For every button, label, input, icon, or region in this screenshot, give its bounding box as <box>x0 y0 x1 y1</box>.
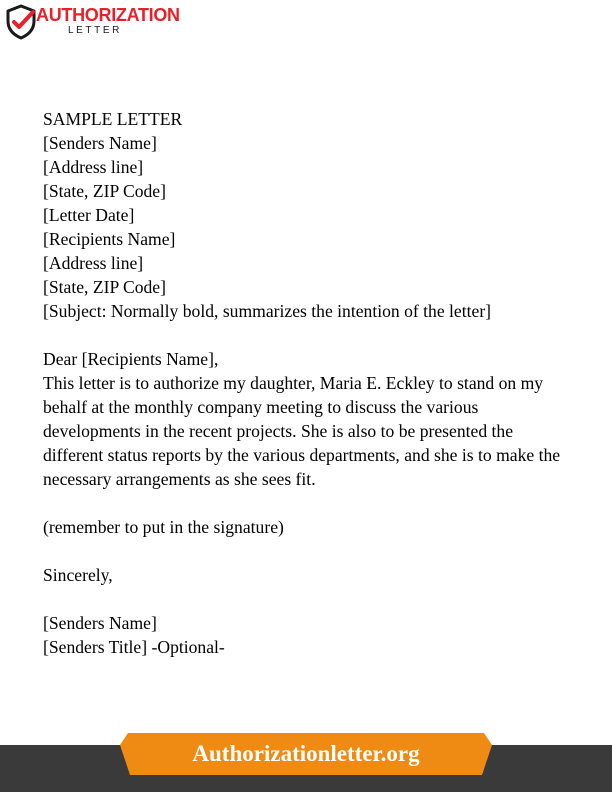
signature-reminder: (remember to put in the signature) <box>43 517 284 537</box>
recipient-name: [Recipients Name] <box>43 229 176 249</box>
closing: Sincerely, <box>43 565 113 585</box>
body-paragraph: This letter is to authorize my daughter, Maria E. Eckley to stand on my behalf at the monthly company meeting to discuss the various developments in the recent projects. She is also to be presented the different status reports by the various departments, and she is to make the necessary arrangements as she sees fit. <box>43 373 561 489</box>
logo-wordmark: AUTHORIZATION <box>36 5 180 25</box>
shield-check-icon <box>4 4 38 40</box>
footer-site-link[interactable]: Authorizationletter.org <box>192 741 420 766</box>
letter-heading: SAMPLE LETTER <box>43 109 183 129</box>
recipient-state-zip: [State, ZIP Code] <box>43 277 166 297</box>
letter-subject: [Subject: Normally bold, summarizes the intention of the letter] <box>43 301 492 321</box>
sender-address: [Address line] <box>43 157 144 177</box>
sender-name: [Senders Name] <box>43 133 157 153</box>
sender-state-zip: [State, ZIP Code] <box>43 181 166 201</box>
letter-body <box>43 107 583 659</box>
signature-name: [Senders Name] <box>43 613 157 633</box>
logo-subtitle: LETTER <box>68 25 122 36</box>
letter-date: [Letter Date] <box>43 205 135 225</box>
recipient-address: [Address line] <box>43 253 144 273</box>
signature-title: [Senders Title] -Optional- <box>43 637 225 657</box>
salutation: Dear [Recipients Name], <box>43 349 219 369</box>
site-logo[interactable] <box>4 4 180 40</box>
